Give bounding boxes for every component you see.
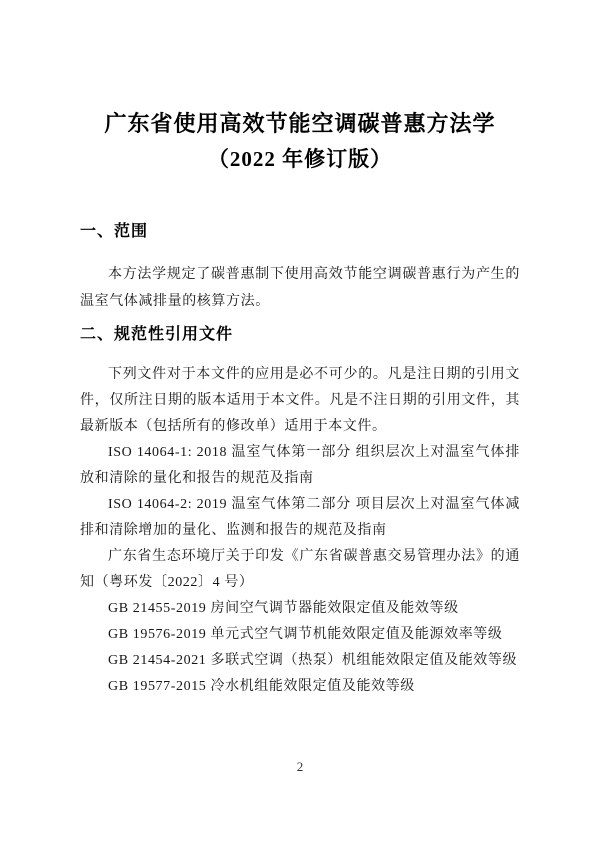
reference-item-gb-21454: GB 21454-2021 多联式空调（热泵）机组能效限定值及能效等级 (108, 653, 518, 668)
page-number: 2 (296, 759, 304, 774)
reference-item-iso-14064-2: ISO 14064-2: 2019 温室气体第二部分 项目层次上对温室气体减排和清除增加的量化、监测和报告的规范及指南 (80, 497, 520, 538)
section-heading-normative-references: 二、规范性引用文件 (80, 326, 234, 343)
scope-paragraph: 本方法学规定了碳普惠制下使用高效节能空调碳普惠行为产生的温室气体减排量的核算方法。 (80, 267, 520, 309)
references-intro-paragraph: 下列文件对于本文件的应用是必不可少的。凡是注日期的引用文件，仅所注日期的版本适用于本文件。凡是不注日期的引用文件，其最新版本（包括所有的修改单）适用于本文件。 (80, 367, 520, 434)
reference-item-iso-14064-1: ISO 14064-1: 2018 温室气体第一部分 组织层次上对温室气体排放和清除的量化和报告的规范及指南 (80, 445, 520, 486)
reference-item-gb-19577: GB 19577-2015 冷水机组能效限定值及能效等级 (108, 679, 415, 694)
reference-item-gb-21455: GB 21455-2019 房间空气调节器能效限定值及能效等级 (108, 601, 459, 616)
reference-item-gb-19576: GB 19576-2019 单元式空气调节机能效限定值及能源效率等级 (108, 627, 503, 642)
section-heading-scope: 一、范围 (80, 223, 149, 240)
document-title-line2: （2022 年修订版） (207, 147, 393, 171)
reference-item-guangdong-notice: 广东省生态环境厅关于印发《广东省碳普惠交易管理办法》的通知（粤环发〔2022〕4 号） (80, 549, 520, 590)
document-title-line1: 广东省使用高效节能空调碳普惠方法学 (104, 111, 496, 136)
